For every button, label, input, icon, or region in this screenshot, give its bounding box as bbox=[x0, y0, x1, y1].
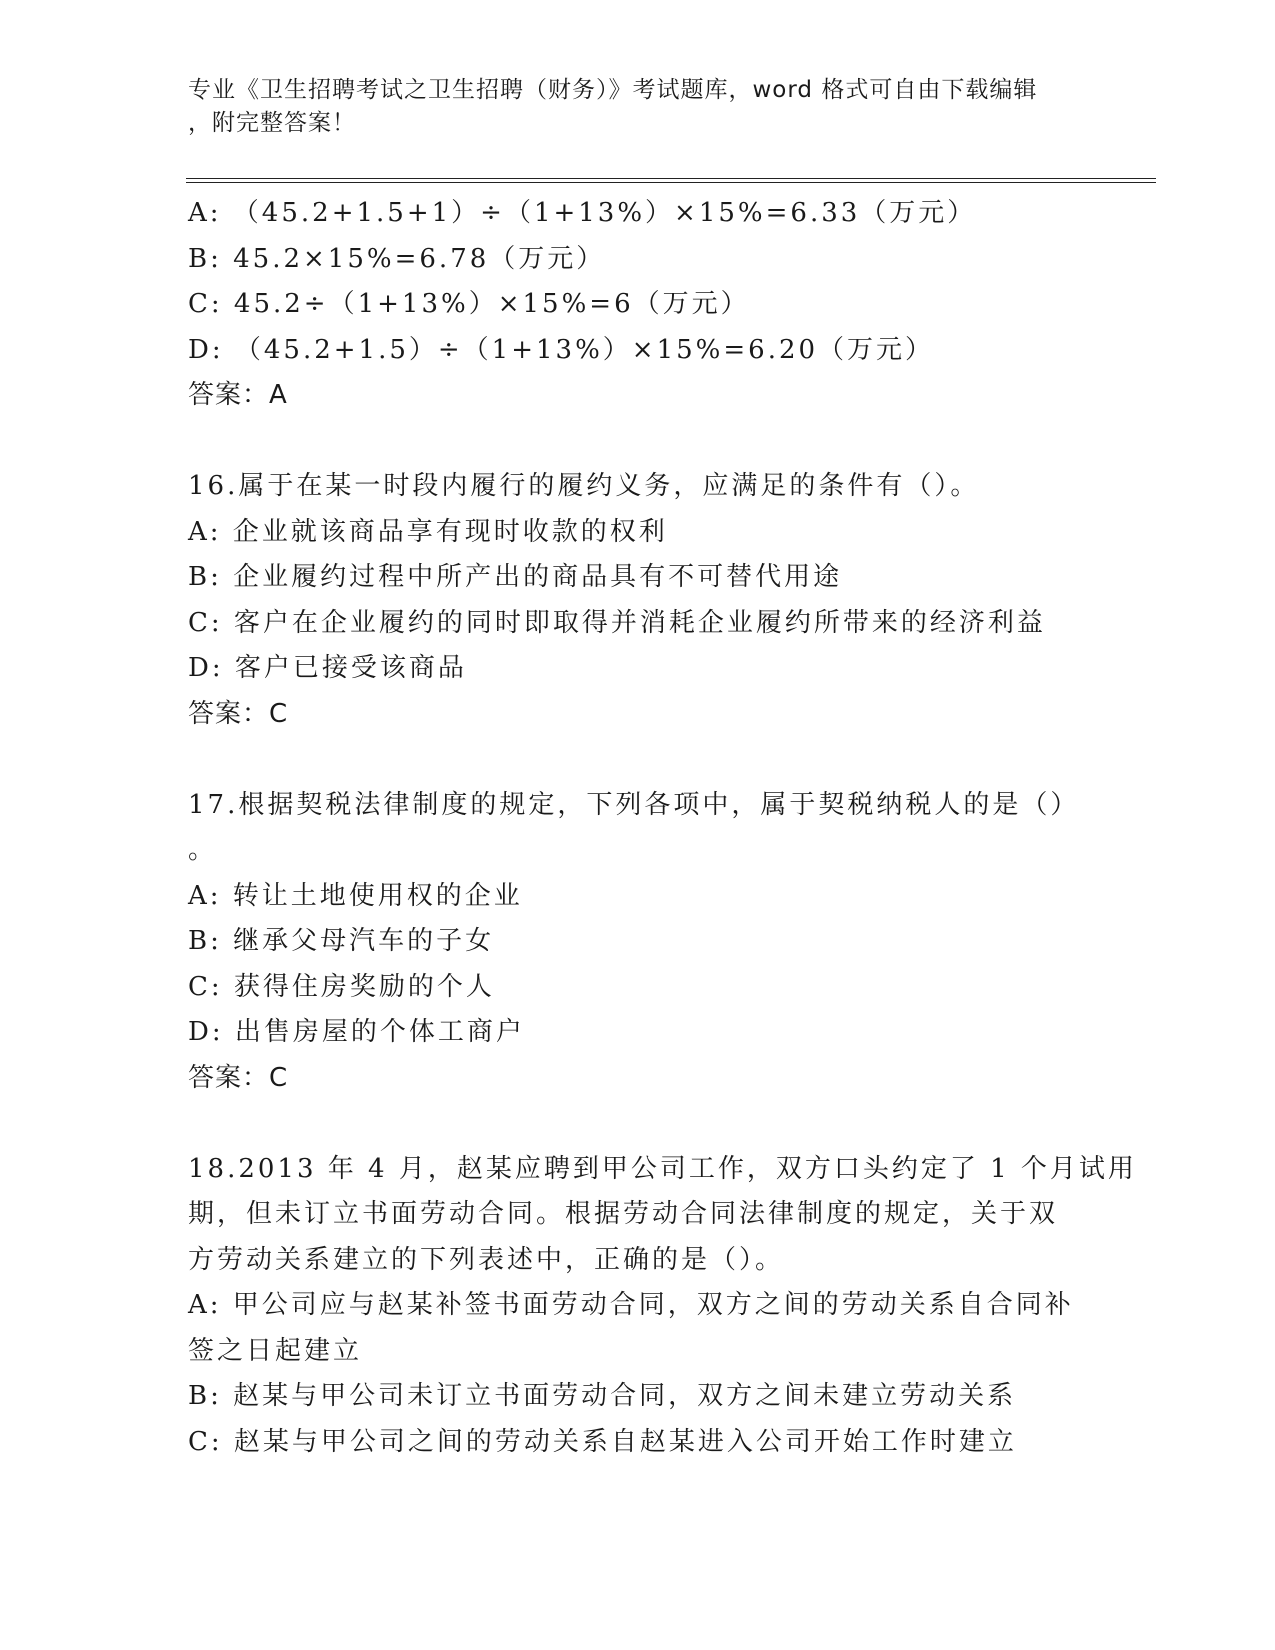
q15-option-a: A: （45.2+1.5+1）÷（1+13%）×15%=6.33（万元） bbox=[188, 198, 977, 228]
question-16 bbox=[188, 464, 1088, 737]
q18-stem-line-2: 期，但未订立书面劳动合同。根据劳动合同法律制度的规定，关于双 bbox=[188, 1199, 1059, 1229]
q18-stem-line-3: 方劳动关系建立的下列表述中，正确的是（）。 bbox=[188, 1244, 785, 1275]
q16-option-d: D: 客户已接受该商品 bbox=[188, 653, 467, 683]
header-line-1: 专业《卫生招聘考试之卫生招聘（财务）》考试题库，word 格式可自由下载编辑 bbox=[188, 77, 1038, 103]
question-15 bbox=[188, 191, 1088, 419]
q18-option-a-line-2: 签之日起建立 bbox=[188, 1335, 363, 1366]
question-18 bbox=[188, 1147, 1137, 1466]
question-list bbox=[188, 191, 1137, 1465]
q18-option-c: C: 赵某与甲公司之间的劳动关系自赵某进入公司开始工作时建立 bbox=[188, 1426, 1017, 1457]
q16-stem: 16.属于在某一时段内履行的履约义务，应满足的条件有（）。 bbox=[188, 471, 980, 501]
q17-option-c: C: 获得住房奖励的个人 bbox=[188, 971, 495, 1002]
document-header bbox=[188, 74, 1088, 140]
q17-option-b: B: 继承父母汽车的子女 bbox=[188, 926, 495, 956]
q15-option-c: C: 45.2÷（1+13%）×15%=6（万元） bbox=[188, 289, 750, 319]
q16-option-b: B: 企业履约过程中所产出的商品具有不可替代用途 bbox=[188, 562, 843, 592]
q16-option-a: A: 企业就该商品享有现时收款的权利 bbox=[188, 516, 668, 547]
q15-option-b: B: 45.2×15%=6.78（万元） bbox=[188, 243, 606, 274]
question-17 bbox=[188, 783, 1088, 1102]
q18-option-a-line-1: A: 甲公司应与赵某补签书面劳动合同，双方之间的劳动关系自合同补 bbox=[188, 1290, 1074, 1320]
q17-stem-line-1: 17.根据契税法律制度的规定，下列各项中，属于契税纳税人的是（） bbox=[188, 789, 1080, 820]
q17-option-a: A: 转让土地使用权的企业 bbox=[188, 880, 523, 911]
q18-option-b: B: 赵某与甲公司未订立书面劳动合同，双方之间未建立劳动关系 bbox=[188, 1381, 1017, 1411]
q17-option-d: D: 出售房屋的个体工商户 bbox=[188, 1017, 525, 1047]
q16-answer: 答案：C bbox=[188, 698, 289, 729]
header-divider-bottom bbox=[186, 182, 1156, 183]
q18-stem-line-1: 18.2013 年 4 月，赵某应聘到甲公司工作，双方口头约定了 1 个月试用 bbox=[188, 1153, 1137, 1184]
spacer bbox=[188, 737, 1088, 783]
q15-answer: 答案：A bbox=[188, 380, 288, 410]
q16-option-c: C: 客户在企业履约的同时即取得并消耗企业履约所带来的经济利益 bbox=[188, 607, 1046, 638]
q15-option-d: D: （45.2+1.5）÷（1+13%）×15%=6.20（万元） bbox=[188, 334, 935, 365]
spacer bbox=[188, 419, 1088, 465]
q17-stem-line-2: 。 bbox=[188, 835, 218, 865]
q17-answer: 答案：C bbox=[188, 1062, 289, 1093]
spacer bbox=[188, 1101, 1088, 1147]
header-line-2: ，附完整答案！ bbox=[188, 110, 356, 136]
header-divider-top bbox=[186, 178, 1156, 179]
